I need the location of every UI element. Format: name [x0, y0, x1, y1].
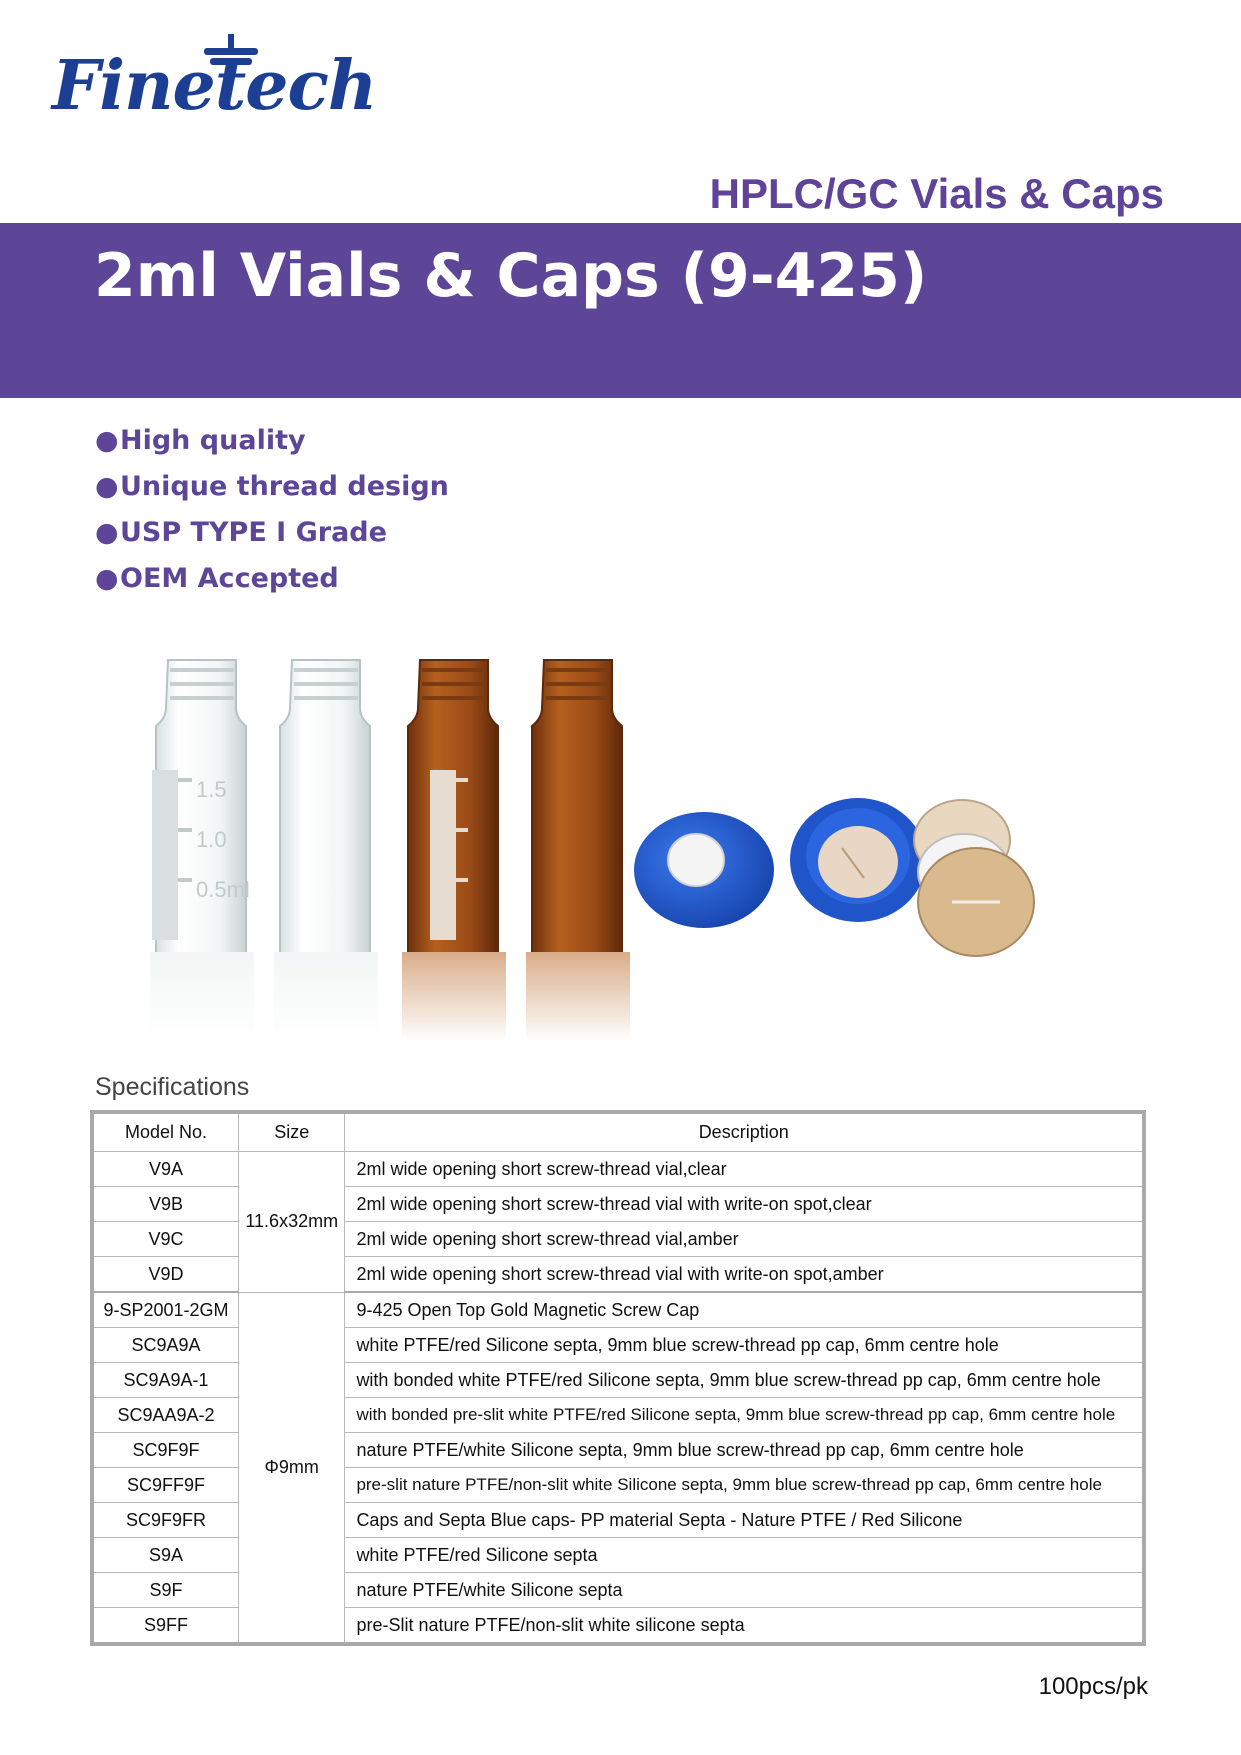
feature-item [95, 510, 449, 556]
model-cell: S9FF [92, 1608, 239, 1645]
model-cell: S9F [92, 1573, 239, 1608]
model-cell: SC9A9A-1 [92, 1363, 239, 1398]
model-cell: SC9F9FR [92, 1503, 239, 1538]
model-cell: 9-SP2001-2GM [92, 1292, 239, 1328]
bullet-icon: ● [95, 425, 119, 456]
description-cell: nature PTFE/white Silicone septa [345, 1573, 1144, 1608]
table-row [92, 1152, 1144, 1187]
bullet-icon: ● [95, 471, 119, 502]
specifications-table [90, 1110, 1146, 1646]
bullet-icon: ● [95, 563, 119, 594]
blue-screw-cap-top [634, 812, 774, 928]
model-cell: V9A [92, 1152, 239, 1187]
model-cell: SC9F9F [92, 1433, 239, 1468]
description-cell: white PTFE/red Silicone septa [345, 1538, 1144, 1573]
model-cell: V9B [92, 1187, 239, 1222]
column-header-size: Size [239, 1112, 345, 1152]
description-cell: 2ml wide opening short screw-thread vial with write-on spot,amber [345, 1257, 1144, 1293]
bullet-icon: ● [95, 517, 119, 548]
feature-item [95, 418, 449, 464]
description-cell: Caps and Septa Blue caps- PP material Septa - Nature PTFE / Red Silicone [345, 1503, 1144, 1538]
vial-mark-3: 0.5ml [196, 877, 250, 902]
feature-label: USP TYPE I Grade [120, 517, 387, 548]
model-cell: V9C [92, 1222, 239, 1257]
table-header-row [92, 1112, 1144, 1152]
description-cell: nature PTFE/white Silicone septa, 9mm blue screw-thread pp cap, 6mm centre hole [345, 1433, 1144, 1468]
amber-vial-write-on [402, 660, 506, 1042]
brand-name: Finetech [52, 46, 377, 126]
blue-screw-cap-bottom [790, 798, 926, 922]
column-header-description: Description [345, 1112, 1144, 1152]
model-cell: SC9FF9F [92, 1468, 239, 1503]
size-cell: Φ9mm [239, 1292, 345, 1644]
description-cell: 9-425 Open Top Gold Magnetic Screw Cap [345, 1292, 1144, 1328]
clear-vial [274, 660, 378, 1042]
model-cell: SC9A9A [92, 1328, 239, 1363]
feature-label: High quality [120, 425, 306, 456]
description-cell: white PTFE/red Silicone septa, 9mm blue screw-thread pp cap, 6mm centre hole [345, 1328, 1144, 1363]
description-cell: with bonded white PTFE/red Silicone septa, 9mm blue screw-thread pp cap, 6mm centre hole [345, 1363, 1144, 1398]
description-cell: 2ml wide opening short screw-thread vial,clear [345, 1152, 1144, 1187]
feature-label: Unique thread design [120, 471, 449, 502]
package-quantity: 100pcs/pk [1038, 1673, 1148, 1700]
model-cell: V9D [92, 1257, 239, 1293]
page-title: 2ml Vials & Caps (9-425) [94, 241, 928, 311]
feature-list [95, 418, 449, 602]
model-cell: S9A [92, 1538, 239, 1573]
clear-vial-write-on [150, 660, 254, 1042]
feature-label: OEM Accepted [120, 563, 339, 594]
product-photo [130, 640, 1150, 1100]
vial-mark-1: 1.5 [196, 777, 227, 802]
table-row [92, 1292, 1144, 1328]
vial-mark-2: 1.0 [196, 827, 227, 852]
feature-item [95, 464, 449, 510]
description-cell: with bonded pre-slit white PTFE/red Silicone septa, 9mm blue screw-thread pp cap, 6mm centre hole [345, 1398, 1144, 1433]
amber-vial [526, 660, 630, 1042]
specifications-heading: Specifications [95, 1073, 250, 1101]
septa-stack [914, 800, 1034, 956]
feature-item [95, 556, 449, 602]
description-cell: pre-slit nature PTFE/non-slit white Silicone septa, 9mm blue screw-thread pp cap, 6mm centre hole [345, 1468, 1144, 1503]
category-title: HPLC/GC Vials & Caps [709, 170, 1164, 217]
model-cell: SC9AA9A-2 [92, 1398, 239, 1433]
description-cell: 2ml wide opening short screw-thread vial with write-on spot,clear [345, 1187, 1144, 1222]
description-cell: pre-Slit nature PTFE/non-slit white silicone septa [345, 1608, 1144, 1645]
title-banner [0, 223, 1241, 398]
column-header-model: Model No. [92, 1112, 239, 1152]
brand-logo [52, 34, 377, 134]
size-cell: 11.6x32mm [239, 1152, 345, 1293]
description-cell: 2ml wide opening short screw-thread vial,amber [345, 1222, 1144, 1257]
